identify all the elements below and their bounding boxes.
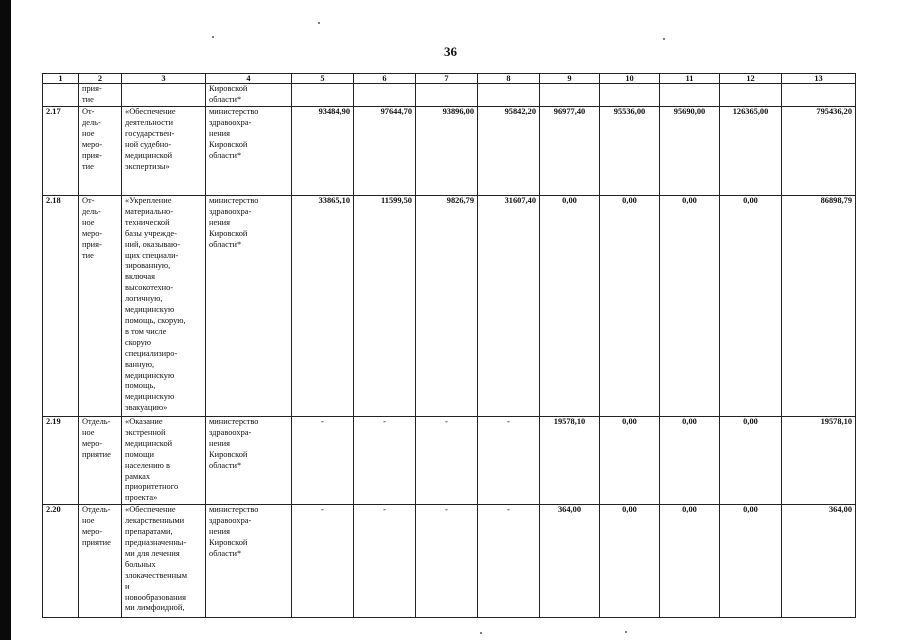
row-name: «Обеспечение лекарственными препаратами, предназначенны- ми для лечения больных злокачественным и новообразования ми лимфоидной, bbox=[122, 505, 206, 618]
row-value: 0,00 bbox=[720, 196, 782, 417]
row-value: - bbox=[292, 417, 354, 505]
row-name: «Обеспечение деятельности государствен- ной судебно- медицинской экспертизы» bbox=[122, 107, 206, 196]
row-value: 95536,00 bbox=[600, 107, 660, 196]
row-value: 93896,00 bbox=[416, 107, 478, 196]
column-header: 13 bbox=[782, 74, 856, 84]
row-value: - bbox=[292, 505, 354, 618]
table-row bbox=[43, 505, 856, 618]
table-row bbox=[43, 417, 856, 505]
row-executor: министерство здравоохра- нения Кировской области* bbox=[206, 107, 292, 196]
row-value bbox=[782, 84, 856, 107]
row-value: 0,00 bbox=[720, 417, 782, 505]
row-value: 364,00 bbox=[782, 505, 856, 618]
row-value: - bbox=[478, 417, 540, 505]
row-value: 97644,70 bbox=[354, 107, 416, 196]
row-value: 0,00 bbox=[660, 196, 720, 417]
row-value: 96977,40 bbox=[540, 107, 600, 196]
row-value: 11599,50 bbox=[354, 196, 416, 417]
scan-speck bbox=[318, 22, 320, 24]
scan-edge-shadow bbox=[0, 0, 11, 640]
row-value bbox=[540, 84, 600, 107]
row-code bbox=[43, 84, 79, 107]
column-header: 10 bbox=[600, 74, 660, 84]
row-value: 0,00 bbox=[660, 417, 720, 505]
row-value: 364,00 bbox=[540, 505, 600, 618]
row-type: Отдель- ное меро- приятие bbox=[79, 505, 122, 618]
row-value: 19578,10 bbox=[782, 417, 856, 505]
row-value: 95842,20 bbox=[478, 107, 540, 196]
row-value: 0,00 bbox=[600, 505, 660, 618]
column-header: 5 bbox=[292, 74, 354, 84]
scan-speck bbox=[212, 36, 214, 38]
column-header: 8 bbox=[478, 74, 540, 84]
row-value: 0,00 bbox=[600, 417, 660, 505]
row-name bbox=[122, 84, 206, 107]
row-executor: Кировской области* bbox=[206, 84, 292, 107]
column-header: 6 bbox=[354, 74, 416, 84]
row-code: 2.18 bbox=[43, 196, 79, 417]
row-executor: министерство здравоохра- нения Кировской области* bbox=[206, 505, 292, 618]
row-value: - bbox=[354, 417, 416, 505]
row-value bbox=[416, 84, 478, 107]
row-value: - bbox=[354, 505, 416, 618]
column-header: 3 bbox=[122, 74, 206, 84]
row-value: 126365,00 bbox=[720, 107, 782, 196]
column-header: 7 bbox=[416, 74, 478, 84]
row-value: 0,00 bbox=[720, 505, 782, 618]
row-value: 33865,10 bbox=[292, 196, 354, 417]
budget-table bbox=[42, 73, 856, 618]
column-header: 1 bbox=[43, 74, 79, 84]
row-value: 19578,10 bbox=[540, 417, 600, 505]
row-value: 31607,40 bbox=[478, 196, 540, 417]
scan-speck bbox=[625, 631, 627, 633]
column-header: 11 bbox=[660, 74, 720, 84]
page-number: 36 bbox=[444, 44, 457, 59]
row-executor: министерство здравоохра- нения Кировской области* bbox=[206, 417, 292, 505]
column-header: 12 bbox=[720, 74, 782, 84]
row-name: «Укрепление материально- технической базы учрежде- ний, оказываю- щих специали- зированную, включая высокотехно- логичную, медицинскую помощь, скорую, в том числе скорую специализиро- ванную, медицинскую помощь, медицинскую эвакуацию» bbox=[122, 196, 206, 417]
row-value bbox=[292, 84, 354, 107]
row-name: «Оказание экстренной медицинской помощи населению в рамках приоритетного проекта» bbox=[122, 417, 206, 505]
table-row bbox=[43, 196, 856, 417]
row-value: 93484,90 bbox=[292, 107, 354, 196]
row-type: От- дель- ное меро- прия- тие bbox=[79, 196, 122, 417]
row-code: 2.20 bbox=[43, 505, 79, 618]
row-value: - bbox=[416, 417, 478, 505]
header-row bbox=[43, 74, 856, 84]
row-value: 0,00 bbox=[600, 196, 660, 417]
row-value bbox=[720, 84, 782, 107]
row-type: Отдель- ное меро- приятие bbox=[79, 417, 122, 505]
column-header: 4 bbox=[206, 74, 292, 84]
row-value: 86898,79 bbox=[782, 196, 856, 417]
row-type: От- дель- ное меро- прия- тие bbox=[79, 107, 122, 196]
table-row bbox=[43, 107, 856, 196]
row-value: - bbox=[416, 505, 478, 618]
row-type: прия- тие bbox=[79, 84, 122, 107]
row-value: - bbox=[478, 505, 540, 618]
row-value bbox=[354, 84, 416, 107]
column-header: 9 bbox=[540, 74, 600, 84]
row-executor: министерство здравоохра- нения Кировской области* bbox=[206, 196, 292, 417]
row-value bbox=[600, 84, 660, 107]
row-value bbox=[478, 84, 540, 107]
row-value: 95690,00 bbox=[660, 107, 720, 196]
table-row bbox=[43, 84, 856, 107]
column-header: 2 bbox=[79, 74, 122, 84]
row-value: 0,00 bbox=[660, 505, 720, 618]
row-code: 2.17 bbox=[43, 107, 79, 196]
row-value: 795436,20 bbox=[782, 107, 856, 196]
row-code: 2.19 bbox=[43, 417, 79, 505]
row-value: 9826,79 bbox=[416, 196, 478, 417]
row-value bbox=[660, 84, 720, 107]
scan-speck bbox=[663, 38, 665, 40]
scan-speck bbox=[480, 632, 482, 634]
row-value: 0,00 bbox=[540, 196, 600, 417]
